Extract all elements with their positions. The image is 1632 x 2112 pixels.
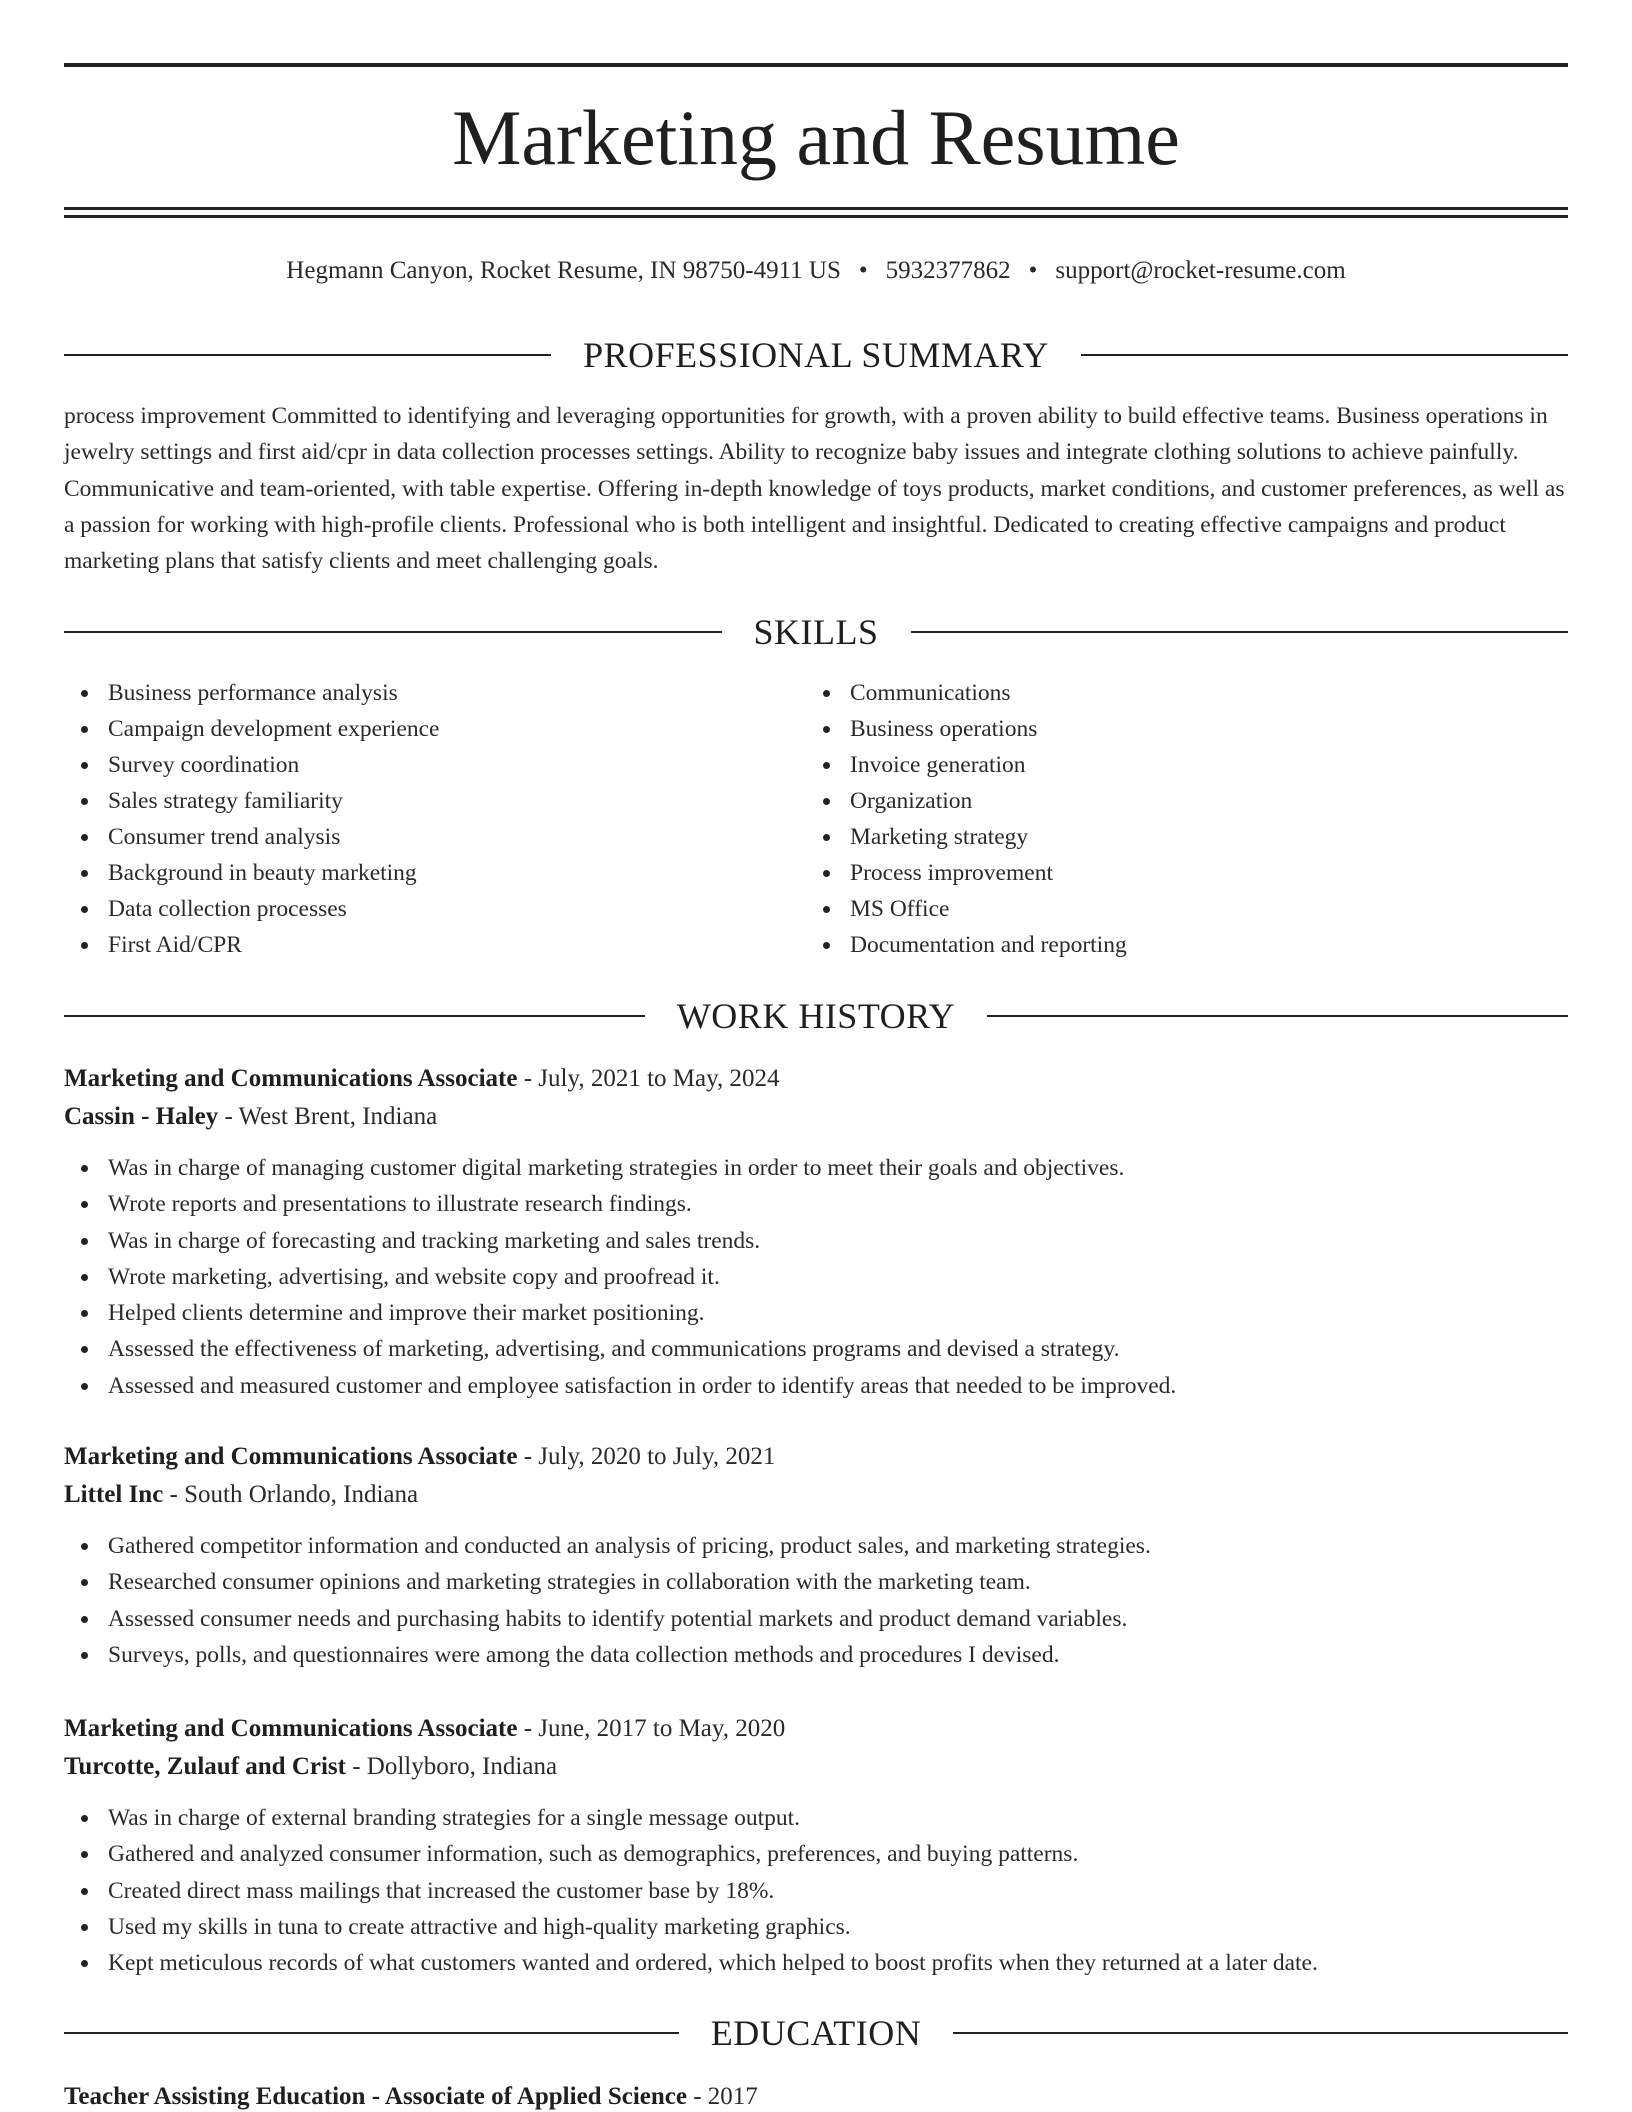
job-location: - South Orlando, Indiana xyxy=(163,1481,419,1508)
job-dates: - June, 2017 to May, 2020 xyxy=(517,1715,786,1742)
job-bullet-item: Assessed consumer needs and purchasing habits to identify potential markets and product demand variables. xyxy=(64,1601,1568,1637)
skill-item: Documentation and reporting xyxy=(806,927,1546,963)
job-bullet-item: Used my skills in tuna to create attractive and high-quality marketing graphics. xyxy=(64,1909,1568,1945)
job-bullet-item: Helped clients determine and improve their market positioning. xyxy=(64,1295,1568,1331)
contact-line xyxy=(64,254,1568,288)
header-rule-lower xyxy=(64,215,1568,218)
section-rule xyxy=(1081,354,1568,356)
skill-item: Data collection processes xyxy=(64,891,804,927)
job-role-line xyxy=(64,1438,1568,1476)
job-bullet-item: Was in charge of forecasting and tracking marketing and sales trends. xyxy=(64,1223,1568,1259)
skill-item: Survey coordination xyxy=(64,747,804,783)
skill-item: Background in beauty marketing xyxy=(64,855,804,891)
contact-address: Hegmann Canyon, Rocket Resume, IN 98750-4911 US xyxy=(286,257,841,284)
job-bullet-item: Wrote reports and presentations to illustrate research findings. xyxy=(64,1186,1568,1222)
skill-item: Sales strategy familiarity xyxy=(64,783,804,819)
job-bullet-item: Surveys, polls, and questionnaires were among the data collection methods and procedures I devised. xyxy=(64,1637,1568,1673)
contact-email: support@rocket-resume.com xyxy=(1055,257,1346,284)
job-company: Cassin - Haley xyxy=(64,1103,219,1130)
section-rule xyxy=(953,2032,1568,2034)
section-rule xyxy=(64,631,722,633)
education-year: - 2017 xyxy=(686,2083,758,2110)
job-bullet-item: Kept meticulous records of what customers wanted and ordered, which helped to boost profits when they returned at a later date. xyxy=(64,1945,1568,1981)
skill-item: Invoice generation xyxy=(806,747,1546,783)
job-dates: - July, 2021 to May, 2024 xyxy=(517,1065,780,1092)
skills-list-left xyxy=(64,675,804,963)
section-rule xyxy=(987,1015,1568,1017)
education-entry xyxy=(64,2078,1568,2112)
top-rule xyxy=(64,63,1568,67)
job-bullet-item: Gathered competitor information and conducted an analysis of pricing, product sales, and marketing strategies. xyxy=(64,1528,1568,1564)
resume-name: Marketing and Resume xyxy=(452,94,1180,181)
job-company-line xyxy=(64,1748,1568,1786)
skill-item: Business performance analysis xyxy=(64,675,804,711)
job-company-line xyxy=(64,1098,1568,1136)
skill-item: Process improvement xyxy=(806,855,1546,891)
section-header-work-history xyxy=(64,994,1568,1038)
section-rule xyxy=(64,1015,645,1017)
section-header-education xyxy=(64,2011,1568,2055)
section-header-skills xyxy=(64,610,1568,654)
education-degree: Teacher Assisting Education - Associate of Applied Science xyxy=(64,2083,687,2110)
job-company: Turcotte, Zulauf and Crist xyxy=(64,1753,346,1780)
section-title: WORK HISTORY xyxy=(676,996,956,1036)
job-title: Marketing and Communications Associate xyxy=(64,1065,518,1092)
skill-item: Consumer trend analysis xyxy=(64,819,804,855)
job-bullet-item: Assessed and measured customer and employee satisfaction in order to identify areas that needed to be improved. xyxy=(64,1368,1568,1404)
summary-text: process improvement Committed to identifying and leveraging opportunities for growth, with a proven ability to build effective teams. Business operations in jewelry settings and first aid/cpr in data collection processes settings. Ability to recognize baby issues and integrate clothing solutions to achieve painfully. Communicative and team-oriented, with table expertise. Offering in-depth knowledge of toys products, market conditions, and customer preferences, as well as a passion for working with high-profile clients. Professional who is both intelligent and insightful. Dedicated to creating effective campaigns and product marketing plans that satisfy clients and meet challenging goals. xyxy=(64,403,1565,575)
section-title: SKILLS xyxy=(753,612,879,652)
job-bullets xyxy=(64,1528,1568,1673)
section-rule xyxy=(64,354,551,356)
contact-separator: • xyxy=(858,257,868,284)
job-role-line xyxy=(64,1060,1568,1098)
job-bullet-item: Created direct mass mailings that increased the customer base by 18%. xyxy=(64,1873,1568,1909)
skill-item: First Aid/CPR xyxy=(64,927,804,963)
job-entry xyxy=(64,1438,1568,1673)
job-bullet-item: Assessed the effectiveness of marketing, advertising, and communications programs and devised a strategy. xyxy=(64,1331,1568,1367)
job-bullet-item: Researched consumer opinions and marketing strategies in collaboration with the marketing team. xyxy=(64,1564,1568,1600)
skill-item: Business operations xyxy=(806,711,1546,747)
job-location: - Dollyboro, Indiana xyxy=(345,1753,558,1780)
job-title: Marketing and Communications Associate xyxy=(64,1715,518,1742)
job-bullet-item: Gathered and analyzed consumer information, such as demographics, preferences, and buying patterns. xyxy=(64,1836,1568,1872)
skill-item: Campaign development experience xyxy=(64,711,804,747)
job-bullets xyxy=(64,1150,1568,1404)
job-entry xyxy=(64,1710,1568,1981)
job-company-line xyxy=(64,1476,1568,1514)
job-entry xyxy=(64,1060,1568,1404)
skill-item: Marketing strategy xyxy=(806,819,1546,855)
section-rule xyxy=(911,631,1569,633)
section-title: PROFESSIONAL SUMMARY xyxy=(583,335,1049,375)
section-header-summary xyxy=(64,333,1568,377)
contact-phone: 5932377862 xyxy=(885,257,1011,284)
section-title: EDUCATION xyxy=(710,2013,922,2053)
job-bullet-item: Was in charge of external branding strategies for a single message output. xyxy=(64,1800,1568,1836)
job-location: - West Brent, Indiana xyxy=(218,1103,438,1130)
job-title: Marketing and Communications Associate xyxy=(64,1443,518,1470)
skills-list-right xyxy=(806,675,1546,963)
contact-separator: • xyxy=(1028,257,1038,284)
skill-item: MS Office xyxy=(806,891,1546,927)
skill-item: Communications xyxy=(806,675,1546,711)
header-rule-upper xyxy=(64,207,1568,210)
section-rule xyxy=(64,2032,679,2034)
job-dates: - July, 2020 to July, 2021 xyxy=(517,1443,776,1470)
skill-item: Organization xyxy=(806,783,1546,819)
job-bullet-item: Was in charge of managing customer digital marketing strategies in order to meet their goals and objectives. xyxy=(64,1150,1568,1186)
job-role-line xyxy=(64,1710,1568,1748)
job-company: Littel Inc xyxy=(64,1481,164,1508)
job-bullet-item: Wrote marketing, advertising, and website copy and proofread it. xyxy=(64,1259,1568,1295)
job-bullets xyxy=(64,1800,1568,1981)
